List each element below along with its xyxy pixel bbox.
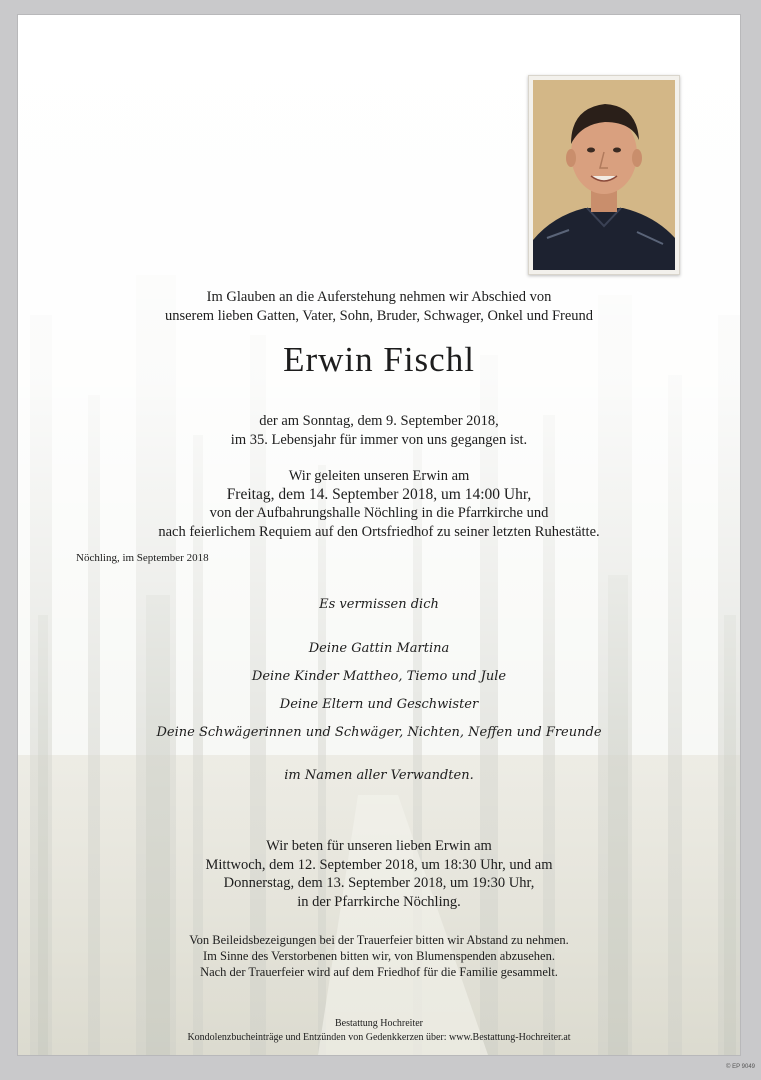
notice-line: Von Beileidsbezeigungen bei der Trauerfeier bitten wir Abstand zu nehmen. [189,933,569,947]
mourner-line: Deine Kinder Mattheo, Tiemo und Jule [251,669,507,684]
prayer-line: Mittwoch, dem 12. September 2018, um 18:30 Uhr, und am [205,856,553,873]
mourner-line: Deine Schwägerinnen und Schwäger, Nichten, Neffen und Freunde [156,725,602,740]
funeral-line: nach feierlichem Requiem auf den Ortsfriedhof zu seiner letzten Ruhestätte. [158,523,600,540]
copyright-mark: © EP 9049 [726,1064,755,1070]
intro-line: unserem lieben Gatten, Vater, Sohn, Bruder, Schwager, Onkel und Freund [164,307,594,324]
mourner-line: Deine Gattin Martina [308,641,450,656]
condolence-info: Kondolenzbucheinträge und Entzünden von Gedenkkerzen über: www.Bestattung-Hochreiter.at [187,1032,571,1043]
notice-line: Nach der Trauerfeier wird auf dem Friedhof für die Familie gesammelt. [200,965,558,979]
notice-line: Im Sinne des Verstorbenen bitten wir, von Blumenspenden abzusehen. [203,949,555,963]
portrait-image [533,80,675,270]
death-line: im 35. Lebensjahr für immer von uns gegangen ist. [230,431,528,448]
intro-line: Im Glauben an die Auferstehung nehmen wir Abschied von [206,289,552,305]
place-date: Nöchling, im September 2018 [76,552,209,564]
death-text [18,412,740,449]
obituary-sheet [18,15,740,1055]
intro-text [18,288,740,325]
deceased-name: Erwin Fischl [283,340,475,379]
funeral-line: Freitag, dem 14. September 2018, um 14:00 Uhr, [226,485,532,503]
funeral-line: von der Aufbahrungshalle Nöchling in die Pfarrkirche und [209,505,549,521]
obituary-content [18,15,740,1055]
funeral-text [18,467,740,541]
prayer-line: Donnerstag, dem 13. September 2018, um 19:30 Uhr, [223,875,535,891]
prayer-text [18,837,740,911]
funeral-line: Wir geleiten unseren Erwin am [288,468,470,484]
mourners-heading: Es vermissen dich [319,597,439,612]
funeral-home-name: Bestattung Hochreiter [334,1018,424,1029]
mourner-line: Deine Eltern und Geschwister [279,697,479,712]
footer [18,1017,740,1045]
portrait-photo [528,75,680,275]
prayer-line: Wir beten für unseren lieben Erwin am [266,838,492,854]
death-line: der am Sonntag, dem 9. September 2018, [259,413,499,429]
notice-text [18,932,740,980]
prayer-line: in der Pfarrkirche Nöchling. [297,893,461,910]
mourners-closing: im Namen aller Verwandten. [284,768,474,783]
